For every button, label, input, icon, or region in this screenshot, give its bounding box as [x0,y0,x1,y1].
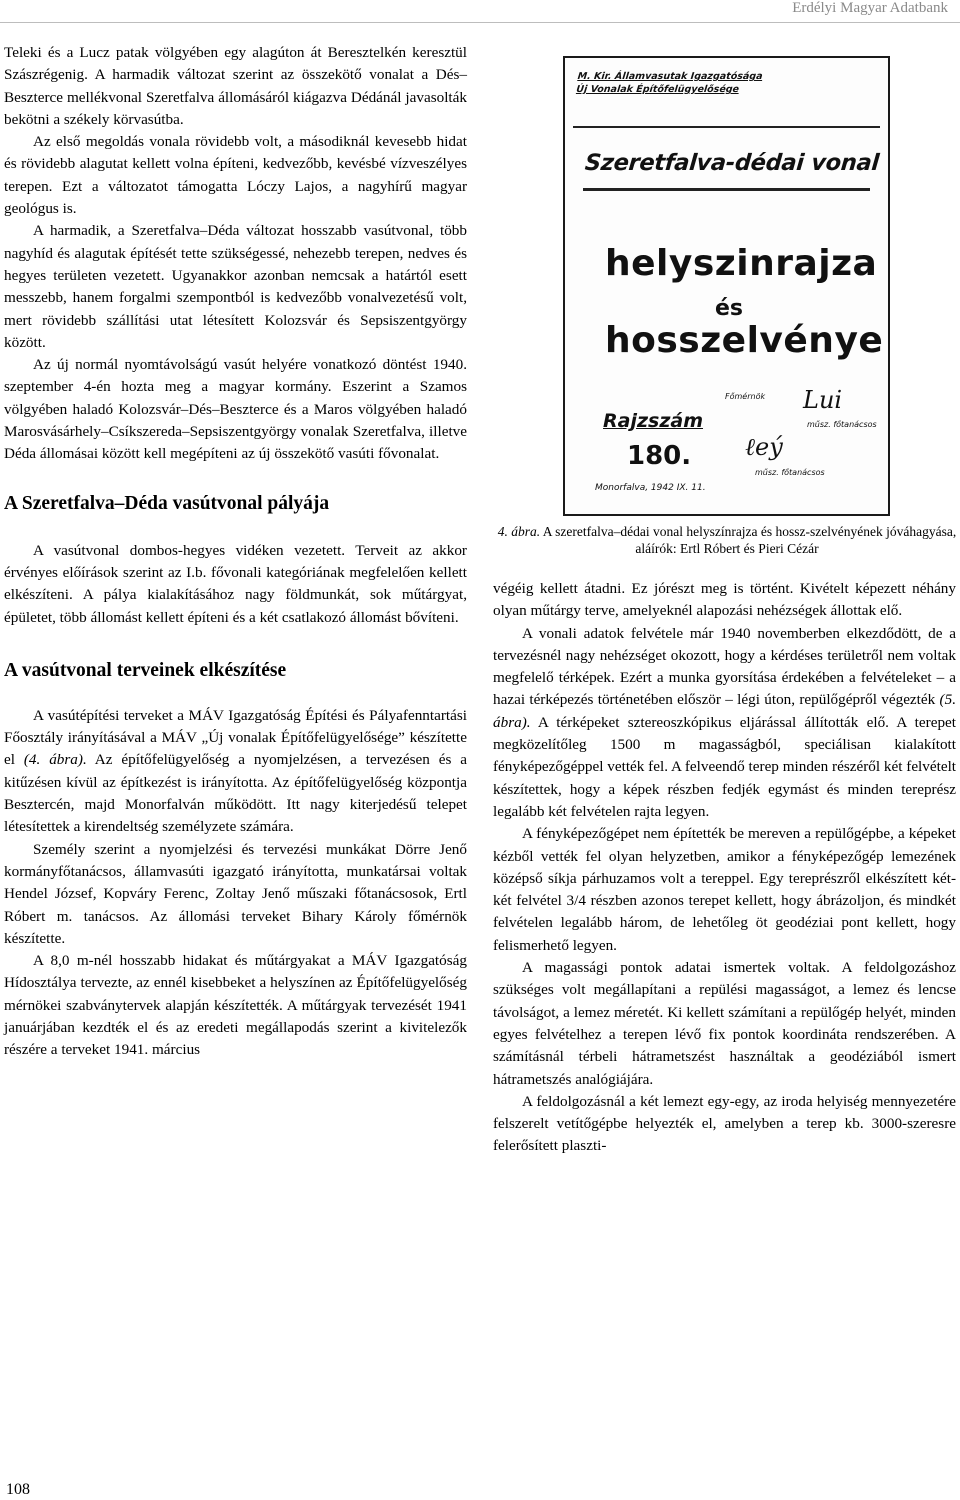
left-column [4,42,467,1062]
figure-title-2: hosszelvénye [605,320,884,361]
page-number: 108 [6,1481,30,1498]
figure-subtitle: Szeretfalva-dédai vonal [583,150,881,176]
paragraph: A feldolgozásnál a két lemezt egy-egy, az iroda helyiség mennyezetére felszerelt vetítőgépbe helyezték el, amelyben a terep kb. 3000-szeresre felerősített plaszti- [493,1092,956,1155]
paragraph: A vasútvonal dombos-hegyes vidéken vezetett. Terveit az akkor érvényes előírások szerint az I.b. fővonali kategóriának megfelelően kellett elkészíteni. A pálya kialakításához nagy földmunkát, sok műtárgyat, épületet, több állomást kellett építeni és a két csatlakozó állomást bővíteni. [4,541,467,626]
right-column [493,578,956,1158]
figure-reference: (4. ábra). [23,751,87,769]
figure-signature-1: Lui [803,386,843,414]
paragraph: A magassági pontok adatai ismertek voltak. A feldolgozáshoz szükséges volt megállapítani a repülési magasságot, a lemez és lencse távolságot, a lemez méretét. Ki kellett számítani a repülőgép helyét, minden egyes felvételhez a terepen lévő fix pontok koordináta rendszerében. A számításnál térbeli hátrametszést használtak a geodéziából ismert hátrametszés analógiájára. [493,959,956,1088]
paragraph: Teleki és a Lucz patak völgyében egy alagúton át Beresztelkén keresztül Szászrégenig. A harmadik változat szerint az összekötő vonalat a Dés–Beszterce mellékvonal Szeretfalva állomásáról kiágazva Dédánál javasolták bekötni a székely körvasútba. [4,44,467,128]
figure-label-chief-2: műsz. főtanácsos [755,468,825,477]
paragraph-text: A vasútépítési terveket a MÁV Igazgatóság Építési és Pályafenntartási Főosztály irányításával a MÁV „Új vonalak Építőfelügyelősége” készítette el [4,706,467,769]
paragraph-text: Az építőfelügyelőség a nyomjelzésen, a tervezésen és a kitűzésen kívül az építkezést is irányította. Az építőfelügyelőség központja Besztercén, majd Monorfalván működött. Itt nagy kiterjedésű telepet létesítettek a kirendeltség személyzete számára. [4,751,467,836]
figure-divider [573,126,880,128]
paragraph: végéig kellett átadni. Ez jórészt meg is történt. Kivételt képezett néhány olyan műtárgy terve, amelyeknél alapozási nehézségek állottak elő. [493,580,956,620]
figure-office-title [576,70,764,96]
paragraph: Az első megoldás vonala rövidebb volt, a másodiknál kevesebb hidat és rövidebb alagutat kellett volna építeni, kedvezőbb, kevésbé vízveszélyes terepen. Ezt a változatot támogatta Lóczy Lajos, a nagyhírű magyar geológus is. [4,133,467,218]
section-heading-track: A Szeretfalva–Déda vasútvonal pályája [4,492,330,514]
caption-label: 4. ábra. [497,524,541,539]
figure-plan-cover [563,56,890,516]
paragraph-text: A térképeket sztereoszkópikus eljárással állították elő. A terepet megközelítőleg 1500 m magasságból, speciálisan kialakított fényképezőgéppel vették fel. A felveendő terep minden részéről két felvételt készítettek, hogy a képek részben fedjék egymást és minden tereprész legalább két felvételen rajta legyen. [493,713,957,820]
figure-label-chief: műsz. főtanácsos [807,420,877,429]
running-header: Erdélyi Magyar Adatbank [792,0,948,16]
paragraph: A harmadik, a Szeretfalva–Déda változat hosszabb vasútvonal, több nagyhíd és alagutak építését tette szükségessé, nehezebb terepen, nedves és hegyes területen vezetett. Ugyanakkor azonban nemcsak a határtól esett messzebb, hanem forgalmi szempontból is kedvezőbb vonalvezetésű volt, mert rövidebb szállítási utat létesített Kolozsvár és Sepsiszentgyörgy között. [4,222,467,351]
figure-reference: (5. ábra). [493,691,956,731]
figure-title-1: helyszinrajza [605,243,878,284]
figure-title-and: és [715,296,744,321]
paragraph [4,705,467,839]
figure-date: Monorfalva, 1942 IX. 11. [595,483,706,493]
figure-label-head: Főmérnök [725,392,766,401]
paragraph: A fényképezőgépet nem építették be mereven a repülőgépbe, a képeket kézből vették fel olyan helyzetben, amikor a fényképezőgép lemezének középső síkja párhuzamos volt a tereppel. Egy tereprészről elkészített két-két felvétel 3/4 részben azonos terepet kellett, hogy ábrázoljon, és mindkét felvételen legalább három, de lehetőleg öt geodéziai pont kellett, hogy felismerhető legyen. [493,825,956,954]
figure-office-line: M. Kir. Államvasutak Igazgatósága [577,71,764,82]
paragraph: Személy szerint a nyomjelzési és tervezési munkákat Dörre Jenő kormányfőtanácsos, államvasúti igazgató irányította, munkatársai voltak Hendel József, Kopváry Ferenc, Zoltay Jenő műszaki főtanácsosok, Ertl Róbert m. tanácsos. Az állomási terveket Bihary Károly főmérnök készítette. [4,840,467,947]
figure-office-line: Új Vonalak Építőfelügyelősége [575,84,740,95]
section-heading-plans: A vasútvonal terveinek elkészítése [4,659,287,681]
header-rule [0,22,960,23]
paragraph: Az új normál nyomtávolságú vasút helyére vonatkozó döntést 1940. szeptember 4-én hozta meg a magyar kormány. Eszerint a Szamos völgyében haladó Kolozsvár–Dés–Beszterce és a Maros völgyében haladó Marosvásárhely–Csíkszereda–Sepsiszentgyörgy vonalak Szeretfalva, illetve Déda állomásai között kell megépíteni az új összekötő vasúti fővonalat. [4,356,467,463]
paragraph [493,623,956,824]
paragraph: A 8,0 m-nél hosszabb hidakat és műtárgyakat a MÁV Igazgatóság Hídosztálya tervezte, az ennél kisebbeket a helyszínen az Építőfelügyelőség mérnökei szabványtervek alapján készítették. A műtárgyak tervezését 1941 januárjában kezdték el és az eredeti megállapodás szerint a kivitelezők részére a terveket 1941. március [4,952,467,1059]
caption-text: A szeretfalva–dédai vonal helyszínrajza és hossz-szelvényének jóváhagyása, aláírók: Ertl Róbert és Pieri Cézár [540,524,957,556]
figure-divider [583,188,870,191]
paragraph-text: A vonali adatok felvétele már 1940 novemberben elkezdődött, de a tervezésnél nagy nehézséget okozott, hogy a kérdéses területről nem voltak megfelelő térképek. Ezért a munka gyorsítása érdekében a felvételeket – a hazai térképezés történetében először – légi úton, repülőgépről végezték [493,624,956,709]
figure-drawing-number: 180. [627,441,692,471]
figure-caption [497,523,957,557]
figure-drawing-label: Rajzszám [603,410,704,432]
figure-signature-2: ℓeý [745,433,783,461]
